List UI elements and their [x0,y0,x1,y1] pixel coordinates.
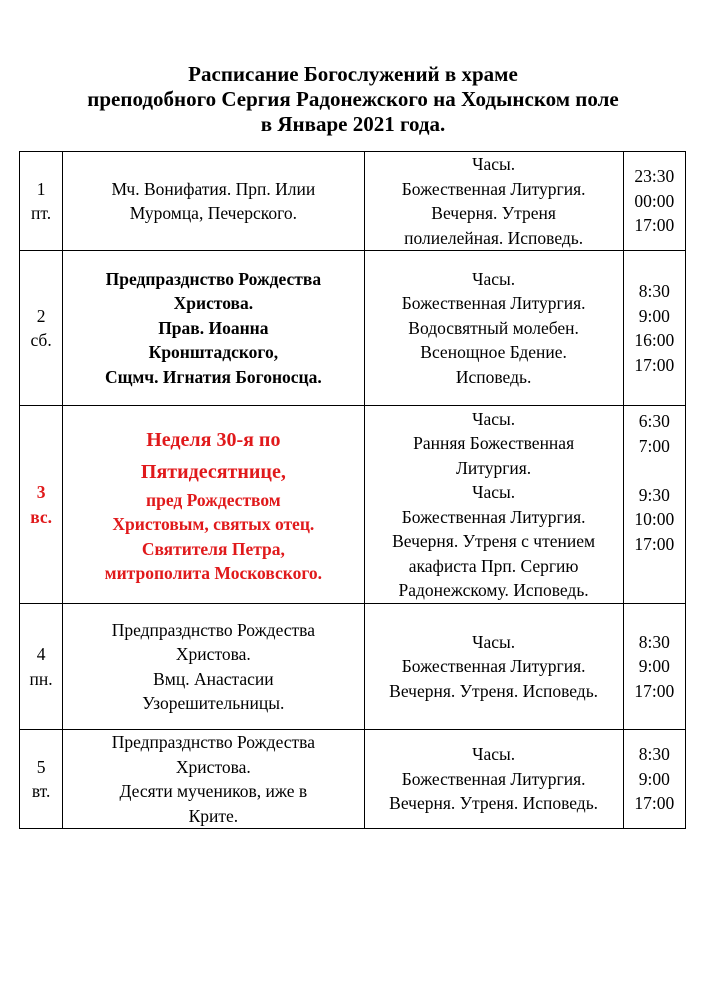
feast-line: Христовым, святых отец. [112,514,315,534]
table-row [20,730,686,829]
times-cell [623,604,685,730]
weekday: пн. [29,668,53,689]
service-line: Божественная Литургия. [401,293,586,314]
feast-line: Мч. Вонифатия. Прп. Илии [111,178,316,199]
feast-line: Христова. [173,293,254,314]
day-cell [20,251,63,406]
feast-cell [63,730,364,829]
time-value: 9:00 [638,305,670,326]
time-value: 17:00 [634,793,675,814]
service-line: Божественная Литургия. [401,768,586,789]
service-line: акафиста Прп. Сергию [408,555,579,576]
day-cell [20,604,63,730]
feast-line: Святителя Петра, [141,538,285,559]
time-value: 00:00 [634,190,675,211]
feast-line: Христова. [175,756,251,777]
time-value: 10:00 [634,509,675,529]
day-cell [20,406,63,604]
time-value: 17:00 [634,680,675,701]
schedule-title [0,62,706,137]
service-line: Часы. [472,268,516,289]
feast-line: пред Рождеством [146,489,281,510]
time-value: 7:00 [638,435,670,456]
feast-line: Предпразднство Рождества [105,268,322,289]
time-value: 8:30 [638,281,670,301]
service-line: Водосвятный молебен. [408,317,579,338]
services-cell [364,730,623,829]
time-value: 8:30 [638,744,670,765]
feast-cell [63,406,364,604]
service-line: полиелейная. Исповедь. [404,227,584,248]
services-cell [364,406,623,604]
table-row [20,251,686,406]
day-cell [20,730,63,829]
service-line: Ранняя Божественная [413,433,575,453]
day-number: 5 [36,756,46,777]
feast-cell [63,152,364,251]
service-line: Вечерня. Утреня. Исповедь. [389,680,599,701]
feast-line: Узорешительницы. [142,693,285,713]
title-line-1: Расписание Богослужений в храме [188,62,518,86]
table-row [20,406,686,604]
weekday: вс. [30,506,52,527]
services-cell [364,251,623,406]
feast-line: Крите. [188,805,239,826]
feast-line: Сщмч. Игнатия Богоносца. [104,366,322,387]
feast-line: митрополита Московского. [104,563,323,583]
service-line: Божественная Литургия. [401,656,586,677]
feast-line: Пятидесятнице, [140,460,286,483]
service-line: Часы. [472,744,516,765]
times-cell [623,251,685,406]
feast-line: Вмц. Анастасии [153,668,274,689]
weekday: пт. [31,203,52,223]
time-gap [627,458,682,483]
service-line: Вечерня. Утреня [431,203,556,223]
times-cell [623,406,685,604]
service-line: Часы. [472,631,516,652]
service-line: Часы. [472,154,516,174]
time-value: 9:30 [638,484,670,505]
day-number: 2 [36,305,46,326]
service-line: Радонежскому. Исповедь. [398,580,589,600]
times-cell [623,730,685,829]
services-cell [364,152,623,251]
feast-line: Десяти мучеников, иже в [119,781,308,801]
time-value: 9:00 [638,768,670,789]
feast-line: Кронштадского, [148,342,279,363]
service-line: Исповедь. [455,366,532,387]
time-value: 16:00 [634,330,675,350]
feast-line: Неделя 30-я по [146,428,281,451]
table-row [20,152,686,251]
time-value: 17:00 [634,354,675,375]
service-line: Божественная Литургия. [401,178,586,199]
service-line: Вечерня. Утреня. Исповедь. [389,793,599,814]
time-value: 17:00 [634,533,675,554]
service-line: Всенощное Бдение. [420,342,567,363]
table-row [20,604,686,730]
service-line: Часы. [472,408,516,429]
feast-cell [63,604,364,730]
service-line: Божественная Литургия. [401,506,586,527]
service-line: Вечерня. Утреня с чтением [392,531,596,551]
feast-line: Христова. [175,644,251,664]
time-value: 9:00 [638,656,670,677]
services-cell [364,604,623,730]
title-line-2: преподобного Сергия Радонежского на Ходынском поле [87,87,619,111]
day-number: 3 [36,482,46,502]
title-line-3: в Январе 2021 года. [260,112,446,136]
weekday: вт. [31,781,51,801]
feast-cell [63,251,364,406]
time-value: 8:30 [638,631,670,652]
feast-line: Прав. Иоанна [158,317,269,338]
feast-line: Предпразднство Рождества [111,619,315,640]
day-number: 4 [36,644,46,664]
time-value: 23:30 [634,166,675,187]
weekday: сб. [30,330,52,350]
schedule-table [19,151,686,829]
time-value: 6:30 [638,411,670,431]
service-line: Часы. [472,482,516,502]
feast-line: Предпразднство Рождества [111,732,315,752]
times-cell [623,152,685,251]
time-value: 17:00 [634,215,675,236]
day-number: 1 [36,178,46,199]
service-line: Литургия. [456,457,532,478]
feast-line: Муромца, Печерского. [129,203,297,223]
day-cell [20,152,63,251]
